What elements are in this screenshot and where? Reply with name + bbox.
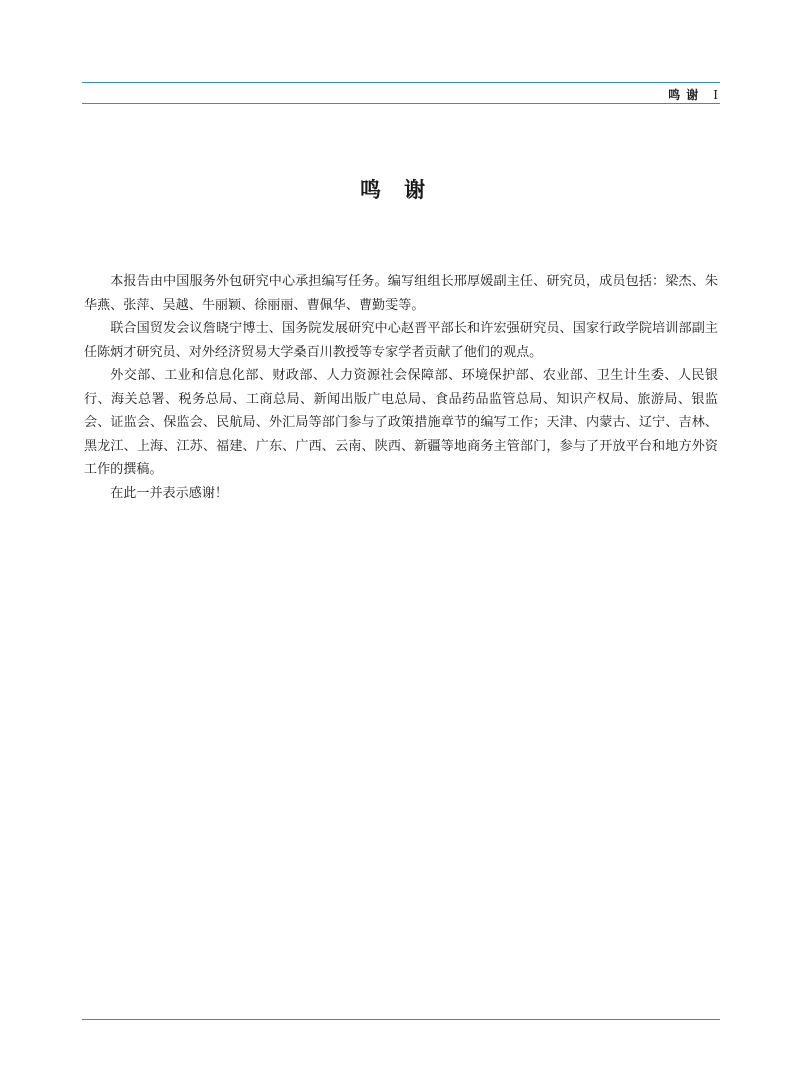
header-rule-top bbox=[82, 82, 720, 83]
paragraph-experts: 联合国贸发会议詹晓宁博士、国务院发展研究中心赵晋平部长和许宏强研究员、国家行政学院培训部副主任陈炳才研究员、对外经济贸易大学桑百川教授等专家学者贡献了他们的观点。 bbox=[84, 321, 718, 360]
header-rule-bottom bbox=[82, 103, 720, 104]
page-title: 鸣 谢 bbox=[359, 177, 434, 202]
paragraph-authors: 本报告由中国服务外包研究中心承担编写任务。编写组组长邢厚媛副主任、研究员，成员包括：梁杰、朱华燕、张萍、吴越、牛丽颖、徐丽丽、曹佩华、曹勤雯等。 bbox=[84, 274, 718, 313]
footer-rule bbox=[82, 1019, 720, 1020]
body-text bbox=[84, 270, 718, 505]
paragraph-departments: 外交部、工业和信息化部、财政部、人力资源社会保障部、环境保护部、农业部、卫生计生委、人民银行、海关总署、税务总局、工商总局、新闻出版广电总局、食品药品监管总局、知识产权局、旅游局、银监会、证监会、保监会、民航局、外汇局等部门参与了政策措施章节的编写工作；天津、内蒙古、辽宁、吉林、黑龙江、上海、江苏、福建、广东、广西、云南、陕西、新疆等地商务主管部门，参与了开放平台和地方外资工作的撰稿。 bbox=[84, 368, 718, 477]
running-head bbox=[668, 86, 719, 103]
page-number: I bbox=[713, 88, 719, 102]
running-head-title: 鸣 谢 bbox=[668, 88, 700, 102]
paragraph-thanks: 在此一并表示感谢！ bbox=[110, 485, 229, 501]
